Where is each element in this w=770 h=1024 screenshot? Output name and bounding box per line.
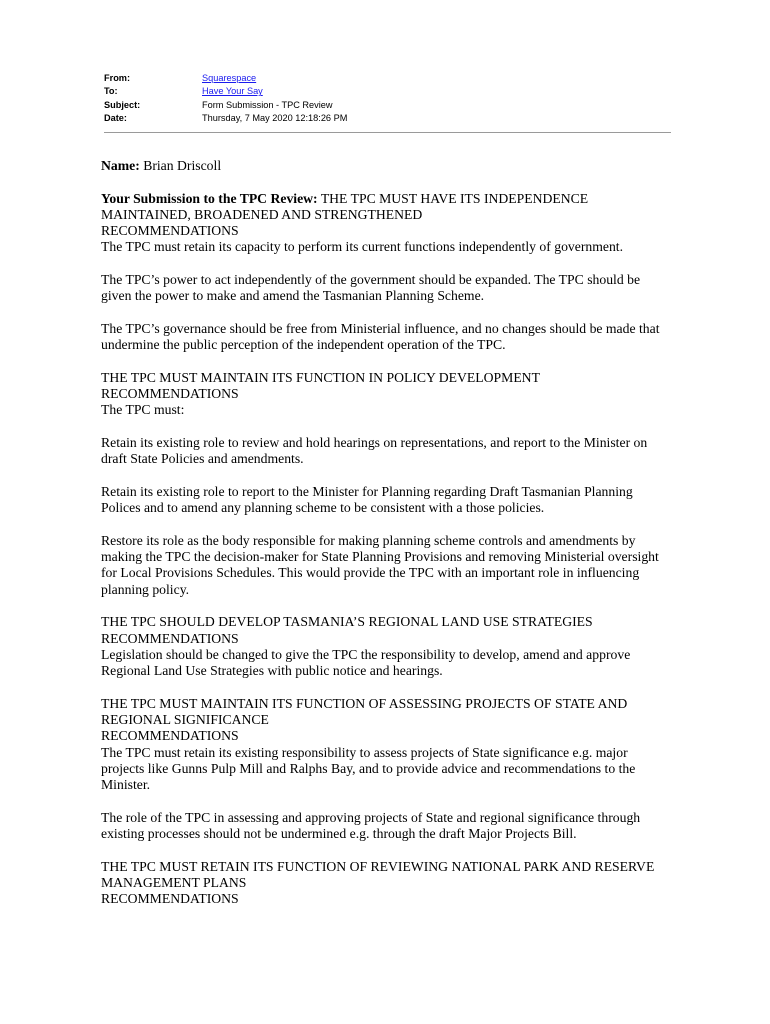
section-2-heading: THE TPC MUST MAINTAIN ITS FUNCTION IN POLICY DEVELOPMENT — [101, 369, 540, 385]
section-4-recommendations: RECOMMENDATIONS — [101, 728, 239, 744]
date-value: Thursday, 7 May 2020 12:18:26 PM — [202, 112, 348, 123]
subject-row — [104, 100, 672, 113]
email-header — [104, 73, 672, 126]
section-5-heading: THE TPC MUST RETAIN ITS FUNCTION OF REVIEWING NATIONAL PARK AND RESERVE MANAGEMENT PLANS — [101, 858, 655, 891]
section-4-heading: THE TPC MUST MAINTAIN ITS FUNCTION OF ASSESSING PROJECTS OF STATE AND REGIONAL SIGNIFICANCE — [101, 695, 628, 728]
section-1-recommendations: RECOMMENDATIONS — [101, 223, 239, 239]
section-1-paragraph: The TPC’s power to act independently of the government should be expanded. The TPC should be given the power to make and amend the Tasmanian Planning Scheme. — [101, 272, 641, 304]
subject-value: Form Submission - TPC Review — [202, 99, 333, 110]
section-3-recommendations: RECOMMENDATIONS — [101, 630, 239, 646]
to-row — [104, 86, 672, 99]
date-label: Date: — [104, 112, 127, 123]
section-1-paragraph: The TPC must retain its capacity to perform its current functions independently of government. — [101, 239, 624, 255]
from-row — [104, 73, 672, 86]
date-row — [104, 113, 672, 126]
header-divider — [104, 132, 671, 133]
from-link[interactable]: Squarespace — [202, 73, 257, 83]
submission-body — [101, 158, 671, 908]
submission-label: Your Submission to the TPC Review: — [101, 190, 318, 206]
section-1-paragraph: The TPC’s governance should be free from Ministerial influence, and no changes should be made that undermine the public perception of the independent operation of the TPC. — [101, 320, 660, 353]
section-5-recommendations: RECOMMENDATIONS — [101, 891, 239, 907]
section-4-paragraph: The role of the TPC in assessing and approving projects of State and regional significance through existing processes should not be undermined e.g. through the draft Major Projects Bill. — [101, 809, 641, 842]
section-2-paragraph: Retain its existing role to report to the Minister for Planning regarding Draft Tasmanian Planning Polices and to amend any planning scheme to be consistent with a those policies. — [101, 483, 633, 516]
section-2-intro: The TPC must: — [101, 402, 185, 418]
section-2-paragraph: Restore its role as the body responsible for making planning scheme controls and amendments by making the TPC the decision-maker for State Planning Provisions and removing Ministerial oversight for Local Provisions Schedules. This would provide the TPC with an important role in influencing planning policy. — [101, 532, 659, 597]
section-4-paragraph: The TPC must retain its existing responsibility to assess projects of State significance e.g. major projects like Gunns Pulp Mill and Ralphs Bay, and to provide advice and recommendations to the Minister. — [101, 744, 636, 793]
from-label: From: — [104, 73, 131, 83]
subject-label: Subject: — [104, 99, 141, 110]
name-label: Name: — [101, 158, 140, 173]
section-2-recommendations: RECOMMENDATIONS — [101, 386, 239, 402]
name-value: Brian Driscoll — [143, 158, 222, 173]
section-1-heading: Your Submission to the TPC Review: THE TPC MUST HAVE ITS INDEPENDENCE MAINTAINED, BROADENED AND STRENGTHENED — [101, 190, 589, 222]
section-3-paragraph: Legislation should be changed to give the TPC the responsibility to develop, amend and approve Regional Land Use Strategies with public notice and hearings. — [101, 646, 631, 679]
to-label: To: — [104, 86, 118, 97]
section-2-paragraph: Retain its existing role to review and hold hearings on representations, and report to the Minister on draft State Policies and amendments. — [101, 435, 648, 467]
to-link[interactable]: Have Your Say — [202, 86, 263, 97]
name-line — [101, 158, 671, 174]
section-3-heading: THE TPC SHOULD DEVELOP TASMANIA’S REGIONAL LAND USE STRATEGIES — [101, 614, 593, 630]
